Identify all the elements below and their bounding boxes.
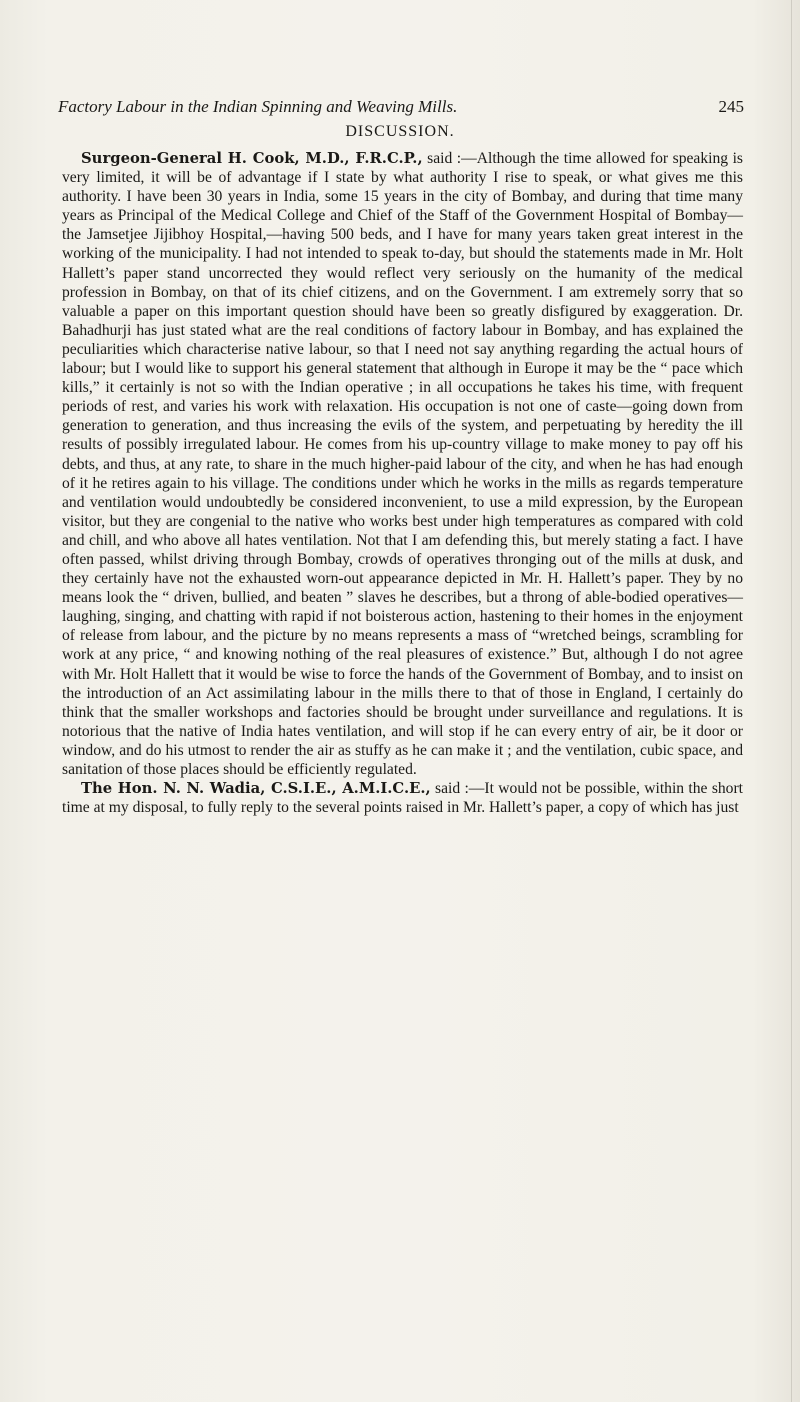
page-edge-line: [791, 0, 792, 1402]
paragraph-wadia: [62, 779, 743, 817]
paragraph-text: said :—Although the time allowed for speaking is very limited, it will be of advantage if I state by what authority I rise to speak, or what gives me this authority. I have been 30 years in India, some 15 years in the city of Bombay, and during that time many years as Principal of the Medical College and Chief of the Staff of the Government Hospital of Bombay—the Jamsetjee Jijibhoy Hospital,—having 500 beds, and I have for many years taken great interest in the working of the municipality. I had not intended to speak to-day, but should the statements made in Mr. Holt Hallett’s paper stand uncorrected they would reflect very seriously on the humanity of the medical profession in Bombay, on that of its chief citizens, and on the Government. I am extremely sorry that so valuable a paper on this important question should have been so greatly disfigured by exaggeration. Dr. Bahadhurji has just stated what are the real conditions of factory labour in Bombay, and has explained the peculiarities which characterise native labour, so that I need not say anything regarding the actual hours of labour; but I would like to support his general statement that although in Europe it may be the “ pace which kills,” it certainly is not so with the Indian operative ; in all occupations he takes his time, with frequent periods of rest, and varies his work with relaxation. His occupation is not one of caste—going down from generation to generation, and thus increasing the evils of the system, and perpetuating by heredity the ill results of possibly irregulated labour. He comes from his up-country village to make money to pay off his debts, and thus, at any rate, to share in the much higher-paid labour of the city, and when he has had enough of it he retires again to his village. The conditions under which he works in the mills as regards temperature and ventilation would undoubtedly be considered inconvenient, to use a mild expression, by the European visitor, but they are congenial to the native who works best under high temperatures as compared with cold and chill, and who above all hates ventilation. Not that I am defending this, but merely stating a fact. I have often passed, whilst driving through Bombay, crowds of operatives thronging out of the mills at dusk, and they certainly have not the exhausted worn-out appearance depicted in Mr. H. Hallett’s paper. They by no means look the “ driven, bullied, and beaten ” slaves he describes, but a throng of able-bodied operatives—laughing, singing, and chatting with rapid if not boisterous action, hastening to their homes in the enjoyment of release from labour, and the picture by no means represents a mass of “wretched beings, scrambling for work at any price, “ and knowing nothing of the real pleasures of existence.” But, although I do not agree with Mr. Holt Hallett that it would be wise to force the hands of the Government of Bombay, and to insist on the introduction of an Act assimilating labour in the mills there to that of those in England, I certainly do think that the smaller workshops and factories should be brought under surveillance and regulations. It is notorious that the native of India hates ventilation, and will stop if he can every entry of air, be it door or window, and do his utmost to render the air as stuffy as he can make it ; and the ventilation, cubic space, and sanitation of those places should be efficiently regulated.: [62, 150, 743, 778]
page-number: 245: [718, 97, 744, 116]
running-header: [58, 97, 744, 121]
paragraph-cook: [62, 149, 743, 779]
running-title: Factory Labour in the Indian Spinning and Weaving Mills.: [58, 97, 458, 116]
speaker-name: Surgeon-General H. Cook, M.D., F.R.C.P.,: [81, 150, 423, 167]
discussion-body: [62, 149, 743, 817]
speaker-name: The Hon. N. N. Wadia, C.S.I.E., A.M.I.C.E.,: [81, 780, 431, 798]
section-heading: DISCUSSION.: [345, 123, 455, 140]
paragraph-text: said :—It would not be possible, within the short time at my disposal, to fully reply to the several points raised in Mr. Hallett’s paper, a copy of which has just: [62, 780, 744, 817]
